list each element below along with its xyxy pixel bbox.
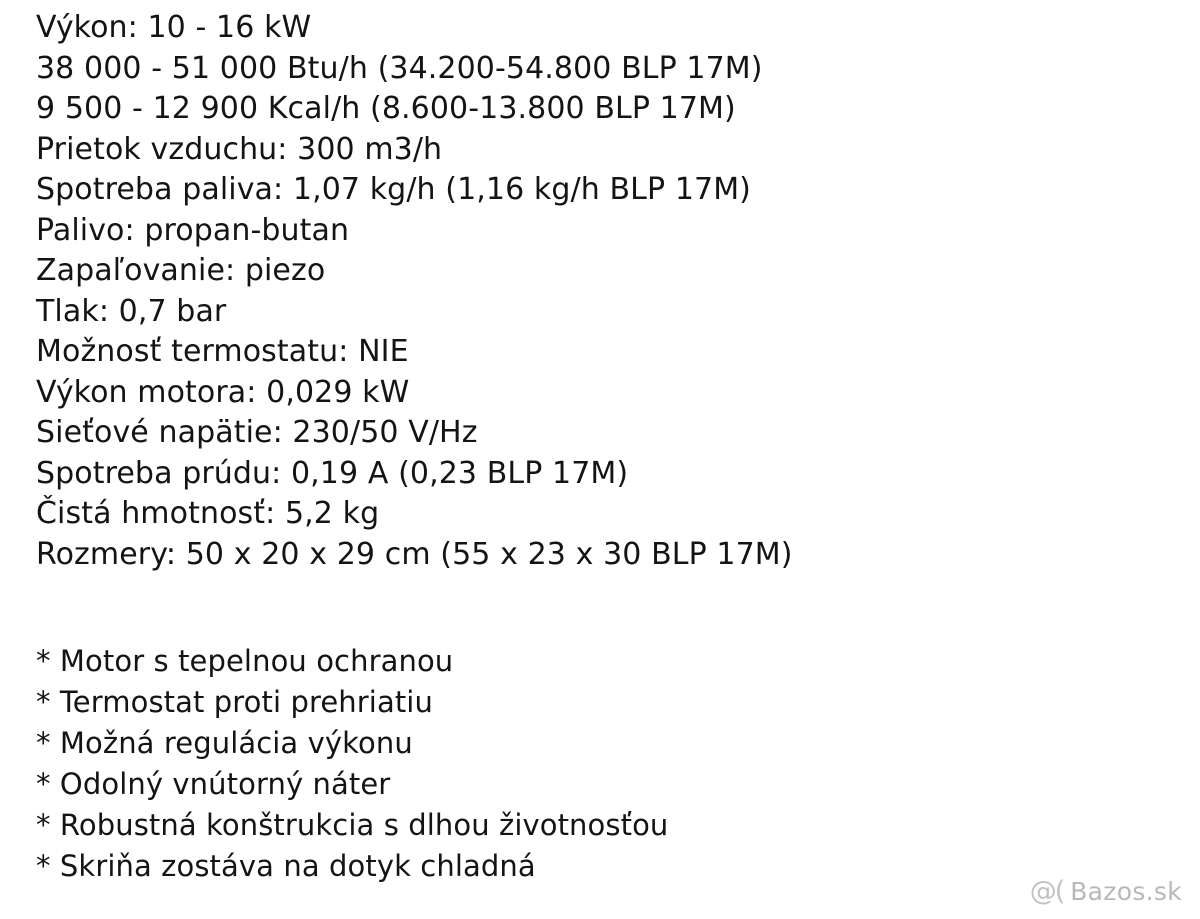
list-item: * Skriňa zostáva na dotyk chladná xyxy=(36,849,536,883)
list-item: Rozmery: 50 x 20 x 29 cm (55 x 23 x 30 BLP 17M) xyxy=(36,536,793,572)
watermark-label: Bazos.sk xyxy=(1070,877,1182,906)
list-item: Výkon motora: 0,029 kW xyxy=(36,374,410,410)
list-item: Zapaľovanie: piezo xyxy=(36,253,326,288)
feature-list xyxy=(36,641,1200,887)
list-item: * Možná regulácia výkonu xyxy=(36,726,413,760)
section-spacer xyxy=(36,575,1200,641)
list-item: Tlak: 0,7 bar xyxy=(36,293,227,329)
list-item: * Robustná konštrukcia s dlhou životnosťou xyxy=(36,808,669,842)
list-item: Sieťové napätie: 230/50 V/Hz xyxy=(36,415,478,450)
list-item: Palivo: propan-butan xyxy=(36,212,350,248)
list-item: 9 500 - 12 900 Kcal/h (8.600-13.800 BLP 17M) xyxy=(36,91,736,126)
list-item: Výkon: 10 - 16 kW xyxy=(36,10,312,45)
list-item: * Motor s tepelnou ochranou xyxy=(36,644,454,678)
list-item: Spotreba prúdu: 0,19 A (0,23 BLP 17M) xyxy=(36,455,629,491)
list-item: * Odolný vnútorný náter xyxy=(36,767,391,801)
list-item: 38 000 - 51 000 Btu/h (34.200-54.800 BLP 17M) xyxy=(36,50,763,86)
watermark xyxy=(1030,876,1182,907)
list-item: Prietok vzduchu: 300 m3/h xyxy=(36,131,443,167)
list-item: Čistá hmotnosť: 5,2 kg xyxy=(36,496,380,531)
list-item: * Termostat proti prehriatiu xyxy=(36,685,433,719)
specification-list xyxy=(36,8,1200,575)
list-item: Možnosť termostatu: NIE xyxy=(36,334,409,369)
list-item: Spotreba paliva: 1,07 kg/h (1,16 kg/h BLP 17M) xyxy=(36,172,751,207)
at-sign-icon: @( xyxy=(1029,876,1064,907)
